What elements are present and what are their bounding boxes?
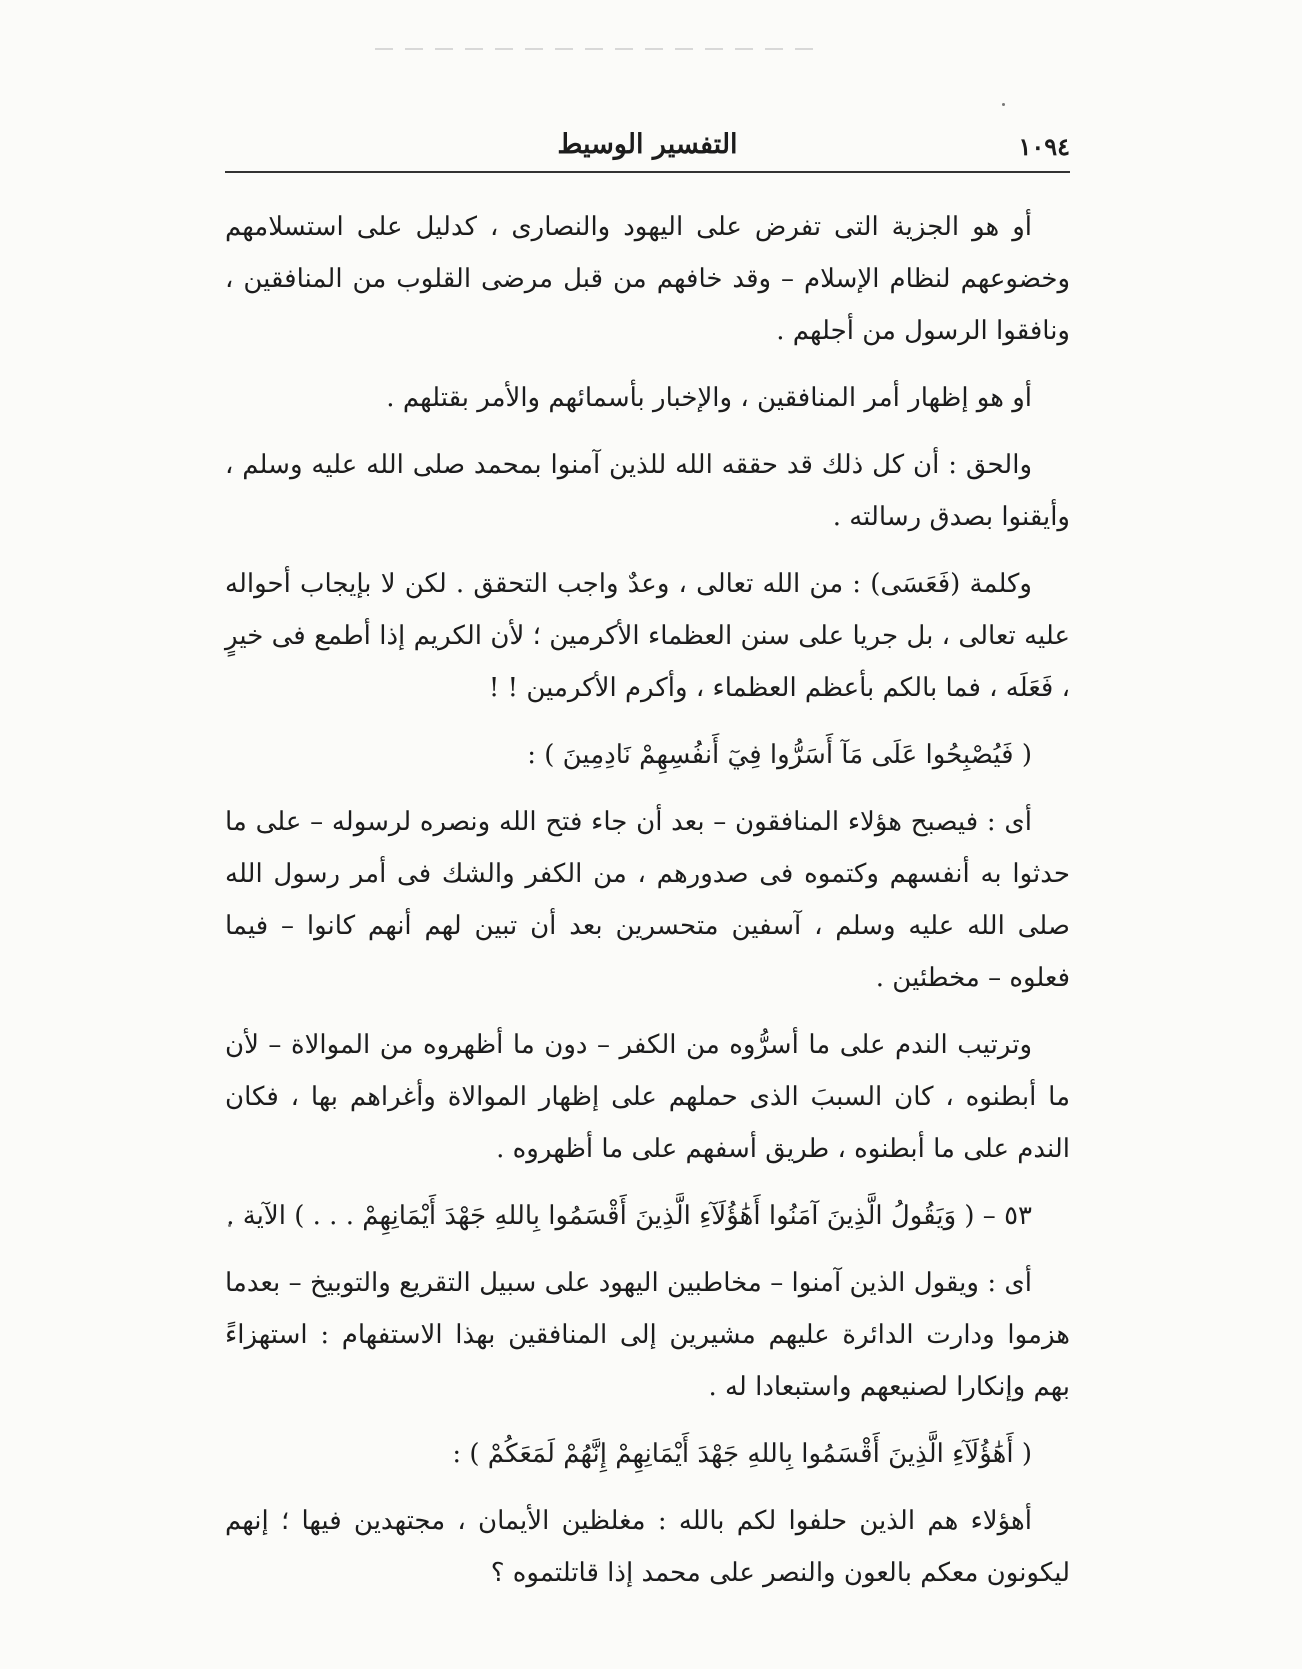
paragraph: أو هو الجزية التى تفرض على اليهود والنصارى ، كدليل على استسلامهم وخضوعهم لنظام الإسلام – وقد خافهم من قبل مرضى القلوب من المنافقين ، ونافقوا الرسول من أجلهم . xyxy=(225,212,1070,346)
main-text xyxy=(225,173,1070,1599)
paragraph: أو هو إظهار أمر المنافقين ، والإخبار بأسمائهم والأمر بقتلهم . xyxy=(386,383,1032,413)
verse-heading: ٥٣ – ( وَيَقُولُ الَّذِينَ آمَنُوا أَهَٰؤُلَآءِ الَّذِينَ أَقْسَمُوا بِاللهِ جَهْدَ أَيْمَانِهِمْ . . . ) الآية . xyxy=(226,1201,1032,1231)
page-number: ١٠٩٤ xyxy=(1018,132,1070,161)
quranic-quote: ( فَيُصْبِحُوا عَلَى مَآ أَسَرُّوا فِيٓ أَنفُسِهِمْ نَادِمِينَ ) : xyxy=(527,740,1032,770)
page-body xyxy=(225,125,1070,1588)
paragraph: وكلمة (فَعَسَى) : من الله تعالى ، وعدٌ واجب التحقق . لكن لا بإيجاب أحواله عليه تعالى ، بل جريا على سنن العظماء الأكرمين ؛ لأن الكريم إذا أطمع فى خيرٍ ، فَعَلَه ، فما بالكم بأعظم العظماء ، وأكرم الأكرمين ! ! xyxy=(225,569,1070,703)
quranic-quote: ( أَهَٰؤُلَآءِ الَّذِينَ أَقْسَمُوا بِاللهِ جَهْدَ أَيْمَانِهِمْ إِنَّهُمْ لَمَعَكُمْ ) : xyxy=(452,1439,1032,1469)
running-title: التفسير الوسيط xyxy=(557,129,738,160)
paragraph: أى : ويقول الذين آمنوا – مخاطبين اليهود على سبيل التقريع والتوبيخ – بعدما هزموا ودارت الدائرة عليهم مشيرين إلى المنافقين بهذا الاستفهام : استهزاءً بهم وإنكارا لصنيعهم واستبعادا له . xyxy=(225,1268,1070,1402)
scan-noise-line xyxy=(375,48,815,50)
paragraph: والحق : أن كل ذلك قد حققه الله للذين آمنوا بمحمد صلى الله عليه وسلم ، وأيقنوا بصدق رسالته . xyxy=(225,450,1070,532)
paragraph: وترتيب الندم على ما أسرُّوه من الكفر – دون ما أظهروه من الموالاة – لأن ما أبطنوه ، كان السببَ الذى حملهم على إظهار الموالاة وأغراهم بها ، فكان الندم على ما أبطنوه ، طريق أسفهم على ما أظهروه . xyxy=(225,1030,1070,1164)
paragraph: أهؤلاء هم الذين حلفوا لكم بالله : مغلظين الأيمان ، مجتهدين فيها ؛ إنهم ليكونون معكم بالعون والنصر على محمد إذا قاتلتموه ؟ xyxy=(225,1506,1070,1588)
stray-mark xyxy=(1002,103,1005,106)
page-header xyxy=(225,125,1070,173)
paragraph: أى : فيصبح هؤلاء المنافقون – بعد أن جاء فتح الله ونصره لرسوله – على ما حدثوا به أنفسهم وكتموه فى صدورهم ، من الكفر والشك فى أمر رسول الله صلى الله عليه وسلم ، آسفين متحسرين بعد أن تبين لهم أنهم كانوا – فيما فعلوه – مخطئين . xyxy=(225,807,1070,993)
